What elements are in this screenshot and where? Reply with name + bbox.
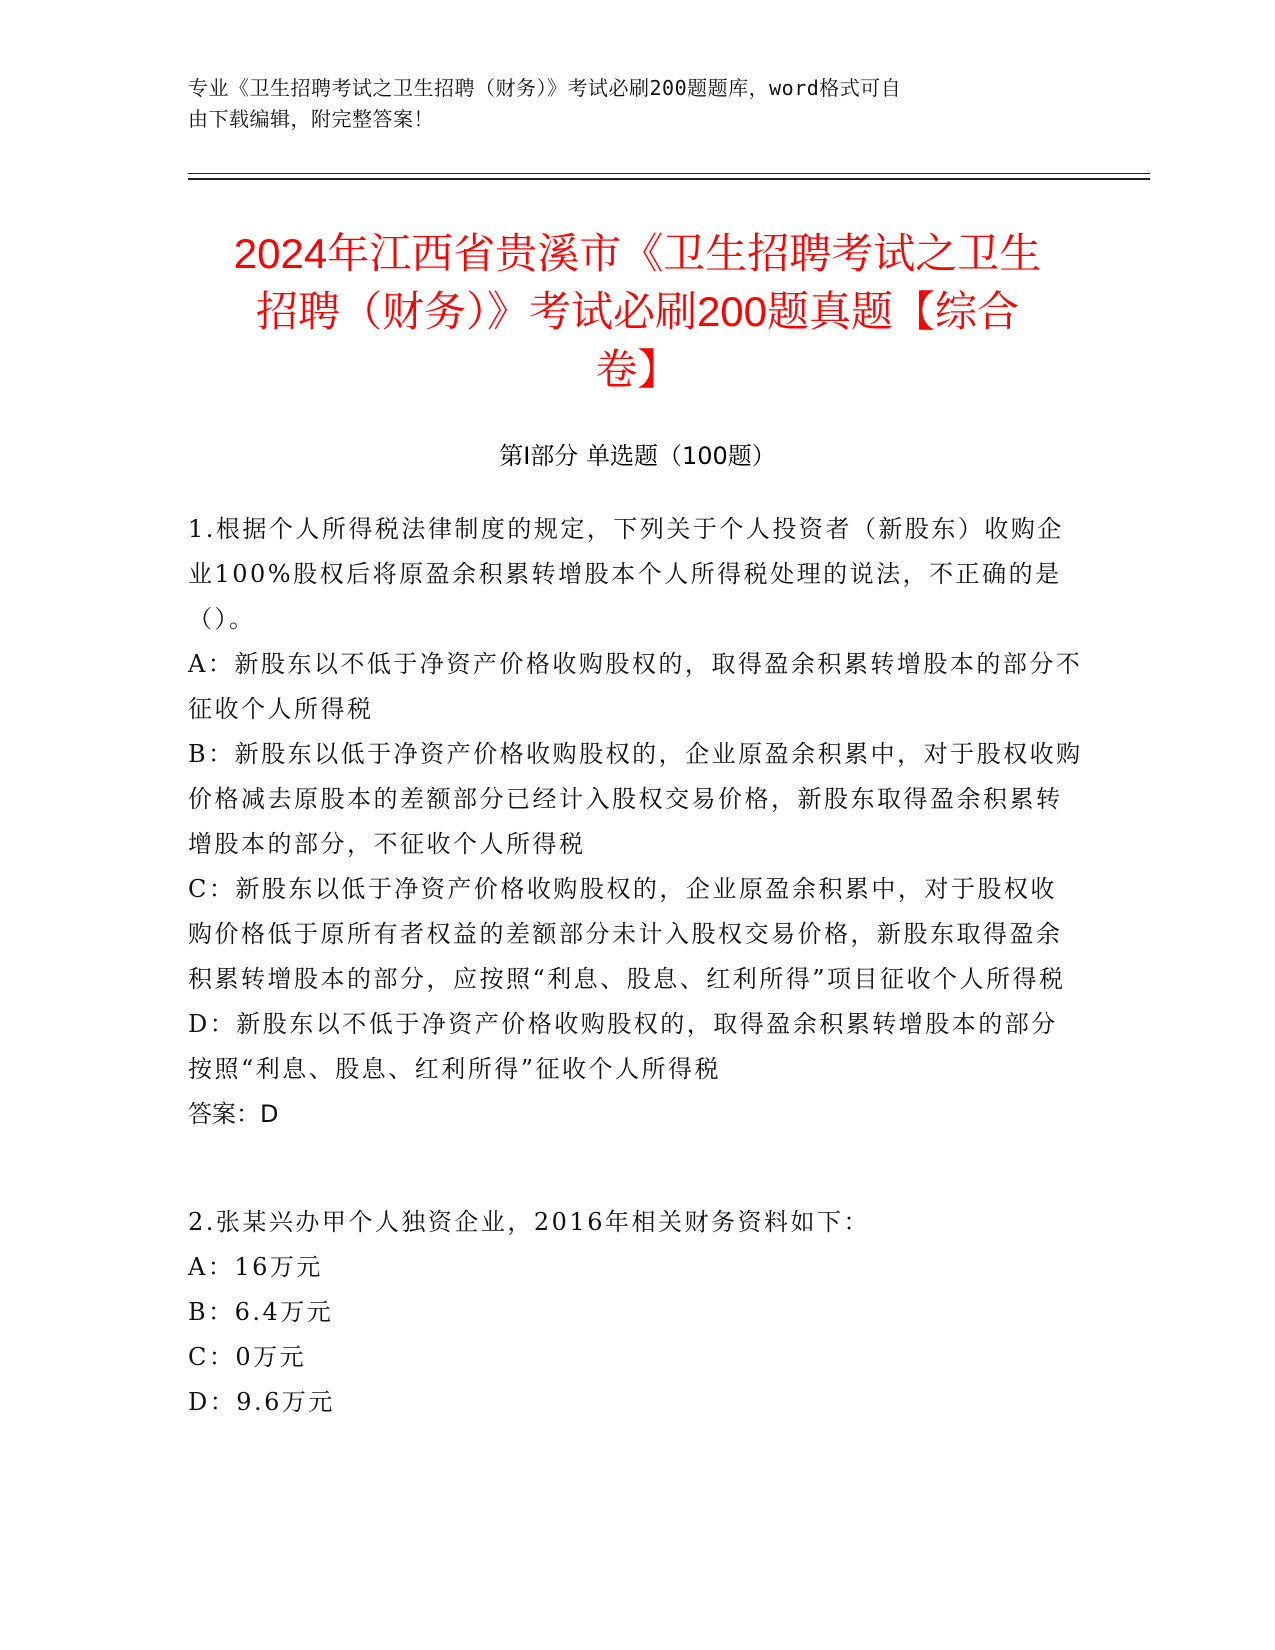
option-b: B：6.4万元 <box>188 1298 334 1326</box>
title-line-1: 2024年江西省贵溪市《卫生招聘考试之卫生 <box>233 230 1042 277</box>
question-stem: 2.张某兴办甲个人独资企业，2016年相关财务资料如下： <box>188 1208 870 1236</box>
option-a: A：新股东以不低于净资产价格收购股权的，取得盈余积累转增股本的部分不征收个人所得税 <box>188 650 1083 723</box>
question-1 <box>188 507 1083 1137</box>
option-d: D：9.6万元 <box>188 1388 335 1416</box>
answer-label: 答案：D <box>188 1100 279 1128</box>
option-c: C：0万元 <box>188 1343 307 1371</box>
header-divider-thick <box>188 178 1150 180</box>
section-heading: 第Ⅰ部分 单选题（100题） <box>499 442 776 470</box>
document-title <box>150 225 1125 399</box>
header-divider-thin <box>188 173 1150 174</box>
header-note <box>188 73 1088 135</box>
header-note-line-1: 专业《卫生招聘考试之卫生招聘（财务）》考试必刷200题题库，word格式可自 <box>188 76 902 100</box>
header-note-line-2: 由下载编辑，附完整答案！ <box>188 107 434 131</box>
title-line-3: 卷】 <box>595 346 680 393</box>
option-b: B：新股东以低于净资产价格收购股权的，企业原盈余积累中，对于股权收购价格减去原股本的差额部分已经计入股权交易价格，新股东取得盈余积累转增股本的部分，不征收个人所得税 <box>188 740 1083 858</box>
option-a: A：16万元 <box>188 1253 323 1281</box>
question-stem: 1.根据个人所得税法律制度的规定，下列关于个人投资者（新股东）收购企业100%股权后将原盈余积累转增股本个人所得税处理的说法，不正确的是（）。 <box>188 515 1064 633</box>
option-d: D：新股东以不低于净资产价格收购股权的，取得盈余积累转增股本的部分按照“利息、股息、红利所得”征收个人所得税 <box>188 1010 1058 1083</box>
title-line-2: 招聘（财务）》考试必刷200题真题【综合 <box>255 288 1020 335</box>
option-c: C：新股东以低于净资产价格收购股权的，企业原盈余积累中，对于股权收购价格低于原所有者权益的差额部分未计入股权交易价格，新股东取得盈余积累转增股本的部分，应按照“利息、股息、红利所得”项目征收个人所得税 <box>188 875 1066 993</box>
question-2 <box>188 1200 1083 1425</box>
